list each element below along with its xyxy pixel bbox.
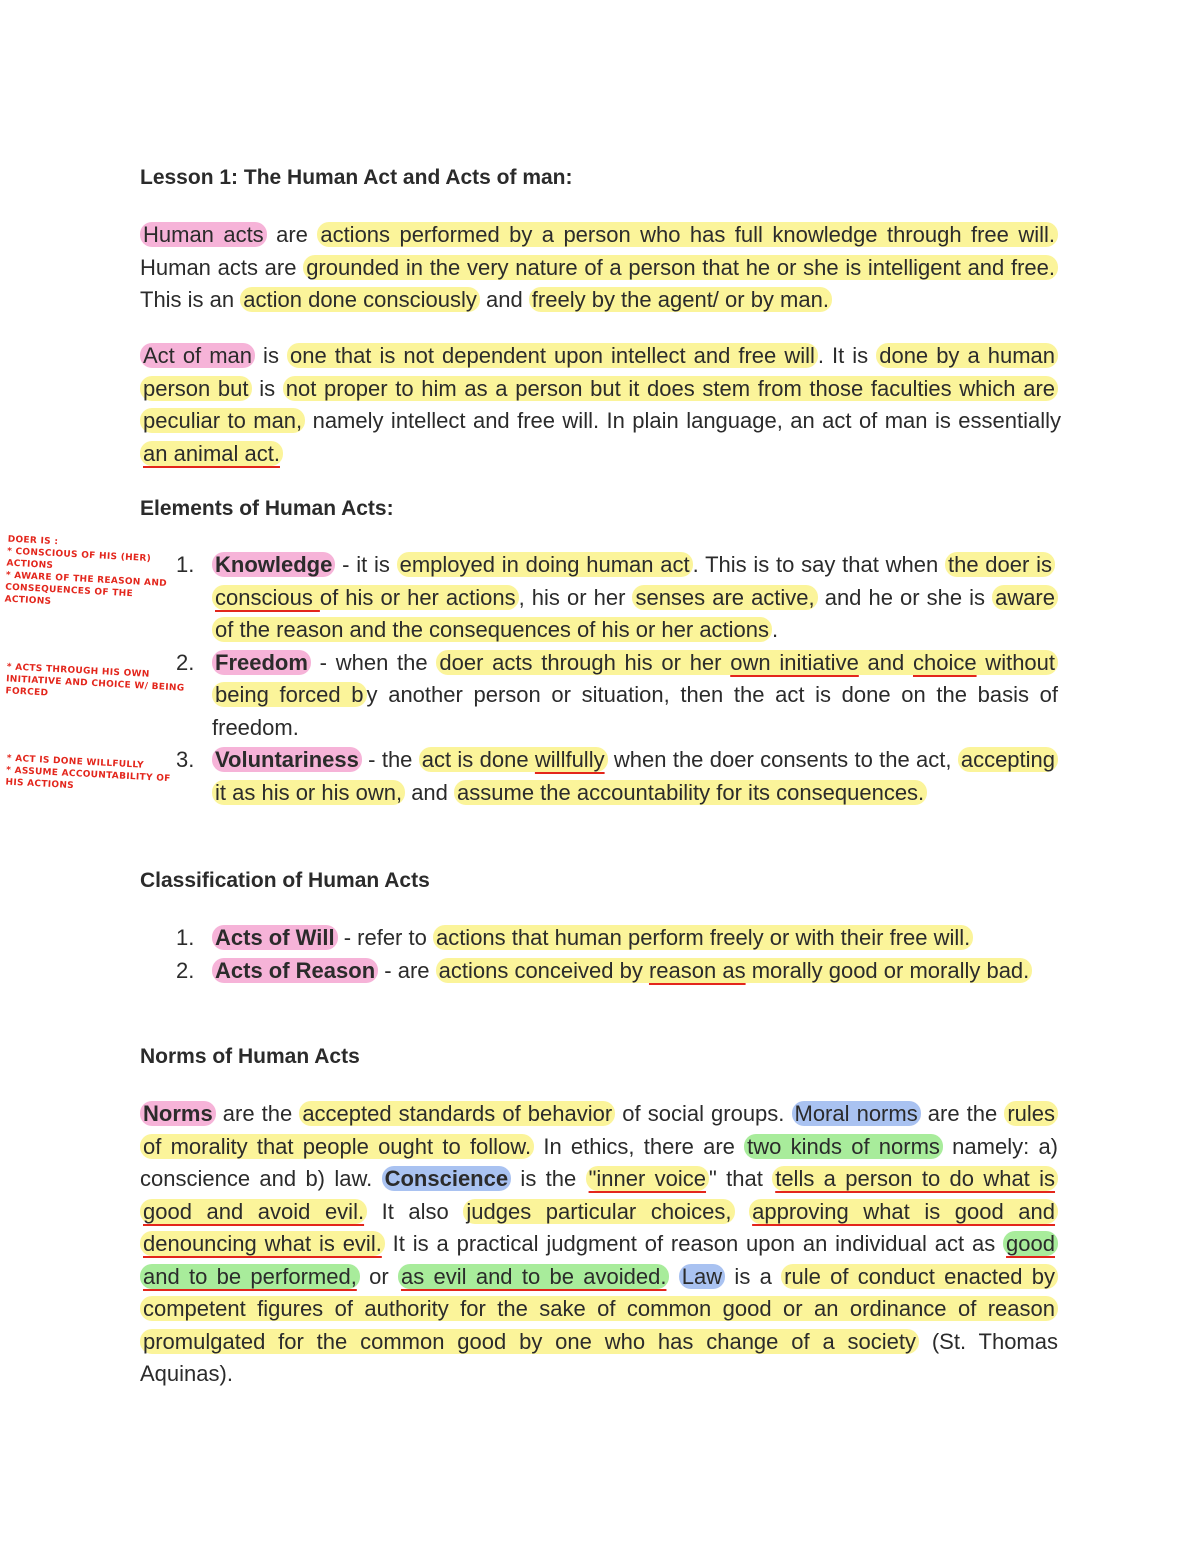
- text: and he or she is: [817, 584, 993, 610]
- list-number: 3.: [176, 747, 195, 772]
- list-item-voluntariness: [140, 744, 1058, 809]
- list-number: 2.: [176, 957, 195, 983]
- text: In ethics, there are: [534, 1133, 745, 1159]
- term-label: Acts of Will: [215, 925, 335, 950]
- lesson-title: Lesson 1: The Human Act and Acts of man:: [140, 166, 573, 189]
- highlight: grounded in the very nature of a person that he or she is intelligent and free.: [303, 255, 1058, 280]
- text: and: [479, 287, 529, 312]
- text: [735, 1199, 750, 1224]
- text: is: [251, 375, 283, 401]
- highlight-green: two kinds of norms: [744, 1134, 943, 1159]
- paragraph-human-acts: [140, 219, 1058, 317]
- highlight: [419, 747, 608, 772]
- list-item-knowledge: [140, 549, 1058, 647]
- term-norms: [140, 1101, 216, 1126]
- underlined-text: choice: [912, 649, 977, 675]
- highlight: judges particular choices,: [463, 1199, 734, 1224]
- highlight: senses are active,: [632, 585, 817, 610]
- term-acts-of-will: [212, 925, 338, 950]
- text: It also: [367, 1198, 464, 1224]
- heading-norms: Norms of Human Acts: [140, 1045, 360, 1068]
- text: " that: [709, 1166, 773, 1191]
- text: and: [858, 649, 913, 675]
- term-label: Norms: [143, 1101, 213, 1126]
- highlight-underlined: an animal act.: [140, 441, 283, 466]
- term-label: Knowledge: [215, 552, 333, 577]
- highlight: accepting it as his or his own,: [212, 747, 1058, 805]
- paragraph-act-of-man: [140, 340, 1061, 470]
- text: - refer to: [337, 925, 433, 950]
- term-voluntariness: [212, 747, 362, 772]
- text: is: [255, 343, 287, 368]
- text: morally good or morally bad.: [745, 957, 1030, 983]
- text: .: [772, 617, 779, 642]
- paragraph-norms: [140, 1098, 1058, 1391]
- text: namely intellect and free will. In plain language, an act of man is essentially: [305, 408, 1061, 433]
- highlight: actions performed by a person who has full knowledge through free will.: [317, 222, 1058, 247]
- term-law: Law: [679, 1264, 725, 1289]
- list-number: 2.: [176, 649, 195, 675]
- term-human-acts: Human acts: [140, 222, 267, 247]
- text: - it is: [335, 552, 397, 577]
- term-freedom: [212, 650, 311, 675]
- list-item-acts-of-reason: [140, 955, 1058, 988]
- text: doer acts through his or her: [439, 649, 731, 675]
- term-label: Freedom: [215, 649, 308, 675]
- highlight-green: as evil and to be avoided.: [398, 1264, 669, 1289]
- underlined-text: reason as: [648, 957, 746, 983]
- text: (St. Thomas Aquinas).: [140, 1328, 1058, 1386]
- underlined-text: own initiative: [730, 649, 859, 675]
- list-item-acts-of-will: [140, 922, 1058, 955]
- text: This is an: [140, 287, 241, 312]
- highlight: done by a human person but: [140, 343, 1058, 401]
- highlight: aware of the reason and the consequences of his or her actions: [212, 585, 1058, 643]
- text: It is a practical judgment of reason upon an individual act as: [384, 1231, 1004, 1256]
- text: is the: [511, 1166, 586, 1191]
- text: the doer is: [947, 552, 1052, 577]
- list-number: 1.: [176, 552, 195, 577]
- text: . This is to say that when: [692, 552, 945, 577]
- term-conscience: [382, 1166, 512, 1191]
- text: are: [266, 222, 318, 247]
- elements-list: [140, 549, 1058, 809]
- text: - the: [361, 747, 419, 772]
- margin-note-freedom: * ACTS THROUGH HIS OWN INITIATIVE AND CHOICE W/ BEING FORCED: [5, 662, 185, 699]
- text: of social groups.: [615, 1101, 792, 1126]
- text: - when the: [310, 649, 437, 675]
- highlight: freely by the agent/ or by man.: [529, 287, 832, 312]
- highlight: not proper to him as a person but it does stem from those faculties which are peculiar to man,: [140, 376, 1058, 434]
- list-number: 1.: [176, 925, 195, 950]
- text: y another person or situation, then the act is done on the basis of freedom.: [212, 682, 1059, 740]
- term-moral-norms: Moral norms: [792, 1101, 921, 1126]
- text: Human acts are: [140, 254, 304, 280]
- heading-classification: Classification of Human Acts: [140, 869, 430, 892]
- text: without being forced b: [215, 649, 1056, 707]
- text: [669, 1264, 678, 1289]
- term-label: Voluntariness: [215, 747, 359, 772]
- highlight: assume the accountability for its consequences.: [454, 780, 927, 805]
- text: of his or her actions: [319, 584, 516, 610]
- text: when the doer consents to the act,: [607, 747, 958, 772]
- text: is a: [725, 1263, 782, 1289]
- text: or: [359, 1263, 398, 1289]
- highlight-underlined: approving what is good and denouncing what is evil.: [140, 1199, 1058, 1257]
- highlight: actions that human perform freely or with their free will.: [433, 925, 973, 950]
- term-acts-of-reason: [212, 958, 378, 983]
- underlined-text: conscious: [215, 584, 320, 610]
- term-act-of-man: Act of man: [140, 343, 255, 368]
- highlight: accepted standards of behavior: [299, 1101, 615, 1126]
- term-label: Acts of Reason: [215, 957, 376, 983]
- text: namely: a) conscience and b) law.: [140, 1133, 1059, 1191]
- list-item-freedom: [140, 647, 1058, 745]
- classification-list: [140, 922, 1058, 987]
- highlight-green: good and to be performed,: [140, 1231, 1058, 1289]
- highlight: action done consciously: [240, 287, 480, 312]
- margin-note-knowledge: DOER IS : * CONSCIOUS OF HIS (HER) ACTIONS * AWARE OF THE REASON AND CONSEQUENCES OF THE ACTIONS: [4, 534, 168, 607]
- text: - are: [378, 957, 436, 983]
- text: and: [405, 779, 455, 805]
- margin-note-voluntariness: * ACT IS DONE WILLFULLY * ASSUME ACCOUNTABILITY OF HIS ACTIONS: [5, 753, 171, 792]
- highlight: one that is not dependent upon intellect and free will: [287, 343, 818, 368]
- text: , his or her: [518, 584, 633, 610]
- highlight-underlined: "inner voice: [586, 1166, 709, 1191]
- term-knowledge: [212, 552, 335, 577]
- highlight: rule of conduct enacted by competent figures of authority for the sake of common good or an ordinance of reason promulgated for the common good by one who has change of a society: [140, 1264, 1058, 1354]
- text: act is done: [421, 747, 535, 772]
- highlight: employed in doing human act: [397, 552, 693, 577]
- underlined-text: willfully: [534, 747, 605, 772]
- text: actions conceived by: [438, 957, 649, 983]
- highlight-underlined: tells a person to do what is good and avoid evil.: [140, 1166, 1058, 1224]
- text: are the: [920, 1101, 1005, 1126]
- text: are the: [215, 1101, 300, 1126]
- highlight: rules of morality that people ought to follow.: [140, 1101, 1058, 1159]
- heading-elements: Elements of Human Acts:: [140, 497, 394, 520]
- highlight: [436, 958, 1033, 983]
- text: . It is: [817, 343, 877, 368]
- term-label: Conscience: [384, 1166, 509, 1191]
